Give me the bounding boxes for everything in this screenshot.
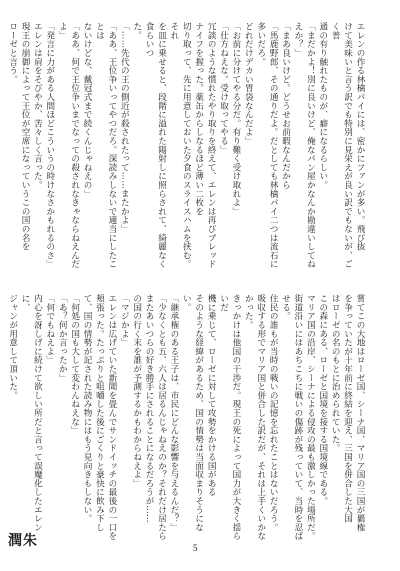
lower-text-line: 嘗てこの大地はローゼ国、シーナ国、マリア国の三国が覇権 (355, 294, 365, 532)
lower-text-line: またあいつらの好き勝手にされることになるだろうが…… (144, 294, 155, 523)
upper-text-line: を皿に乗せると、段階に溢れた陽射しに照らされて、綺麗なく食らいつ (144, 22, 167, 269)
upper-text-block (7, 22, 366, 274)
upper-text-line: どれだけデカい胃袋なんだよ」 (243, 22, 254, 146)
lower-text-line: 吸収する形でマリア国と併合した訳だが、それは上手くいかなかった。 (243, 294, 266, 541)
upper-text-line: 通の有り触れたものが、癖になるらしい。 (317, 22, 328, 190)
upper-text-line: 現王の崩御によって王位が空席になっていうこの国の名を (20, 22, 31, 251)
upper-text-line: エレンの作る林檎パイには、密かにファンが多い。飛び抜 (355, 22, 365, 251)
lower-text-line: 「何処の国も大して変わんねえな」 (69, 294, 80, 435)
upper-text-line: ないけどな、戴冠式まで続くんじゃねえの」 (82, 22, 93, 198)
lower-text-line: 住民の誰もが当時の戦いの記憶を忘れたことはないだろう。 (268, 294, 279, 532)
lower-text-line: を争っていたが十年前に終結を迎え、三国を併合した大国 (342, 294, 353, 523)
upper-text-line: 「ああ、王位争いってやつだろ。深読みしないで適当にしたことは (94, 22, 117, 269)
upper-text-line: エレンは肩をそびやか、苦々しく言った。 (32, 22, 43, 190)
upper-text-line: けて美味いと言う訳でも特別に見栄えが良い訳でもないが、ごく普 (330, 22, 353, 269)
upper-text-line: 「馬鹿野郎、その通りだよ。だとしても林檎パイ二つは流石に多いだろ。 (255, 22, 279, 269)
upper-text-line: ローゼと言う。 (7, 22, 18, 84)
lower-text-line: きっかけは他国の干渉だ。現王の死によって国力が大きく揺らいだ (218, 294, 241, 541)
lower-text-line: 内心を訝しげに続けて欲しい所だと言って誤魔化したエレンに、 (20, 294, 43, 532)
lower-text-line: て、国の情勢が記された読み物にはもう見向きもしない。 (82, 294, 93, 523)
upper-text-line: 冗談のような慣れたやり取りを終えて、エレンは再びブレッド (206, 22, 217, 269)
upper-text-line: 「ああ、何で王位争いまでなっての殺されなきゃならねえんだ (69, 22, 80, 269)
lower-text-line: 「継承権のある王子は、市民にどんな影響を与えるんだ？」 (168, 294, 179, 532)
lower-text-line: ジャンが用意して頂いた。 (7, 294, 18, 400)
lower-text-line: この森にある、ローゼと国境を接する国境線である。 (317, 294, 328, 506)
lower-text-line: エレンは広げていた新聞を畳んでサンドイッチの最後の一口を (106, 294, 117, 541)
lower-text-line: 「何でもねえよ」 (44, 294, 55, 365)
lower-text-line: 頬張った。たっぷりと咀嚼した後にごくりと豪快に飲み下し (94, 294, 105, 532)
upper-text-line: 「発言に力がある人間ほどこういうの時けなさかもれるのさ」 (44, 22, 55, 269)
lower-text-line: 街道沿いにはあちこちに戦いの傷跡が残っていて、当時を忍ばせる。 (280, 294, 303, 541)
page-number: 5 (193, 543, 198, 553)
upper-text-line: 「……先代の王の側近が殺されたって……またかよ」 (119, 22, 130, 234)
upper-text-line: 「お前に分けてやる分だ。有り難く受け取れよ」 (230, 22, 241, 216)
upper-text-line: 「仕方ねえな。受け取ってやる」 (218, 22, 229, 154)
upper-text-line: ナイフを握った。薬缶からしなるほど薄い二枚を (193, 22, 204, 216)
upper-text-line: よ」 (57, 22, 68, 40)
lower-text-line: 「少なくとも五、六人は居るんじゃねえのか？それだけ居たら (156, 294, 167, 541)
upper-text-line: 「まあ良いけど。どうせお前暇なんだから (280, 22, 291, 190)
lower-text-line: の国の行く末を誰が予測するかもわからねえよ」 (131, 294, 142, 488)
upper-text-line: た。 (131, 22, 142, 40)
upper-text-line: 切り取って、先に用意しておいた夕食のスライスハムを挟む。それ (168, 22, 192, 269)
lower-text-line: 「あ？何か言ったか」 (57, 294, 68, 382)
lower-text-line: 機に乗じて、ローゼに対して攻勢をかける国がある (206, 294, 217, 497)
upper-text-line: えか？」 (292, 22, 303, 58)
lower-text-line: はローゼの名のもとに治められていた。 (330, 294, 341, 453)
lower-text-line: マリア国の沿岸、シーナによる侵攻の最も激しかった場所だ。 (305, 294, 316, 541)
lower-text-line: 「マジかよ」 (119, 294, 130, 347)
author-signature: 潤朱 (8, 533, 38, 549)
lower-text-line: そのような経緯があるため、国の情勢は当面収まりそうにない。 (181, 294, 204, 532)
upper-text-line: 「まだかよ！別に良いけど、俺なパン屋かなんか勘違いしてね (305, 22, 316, 269)
